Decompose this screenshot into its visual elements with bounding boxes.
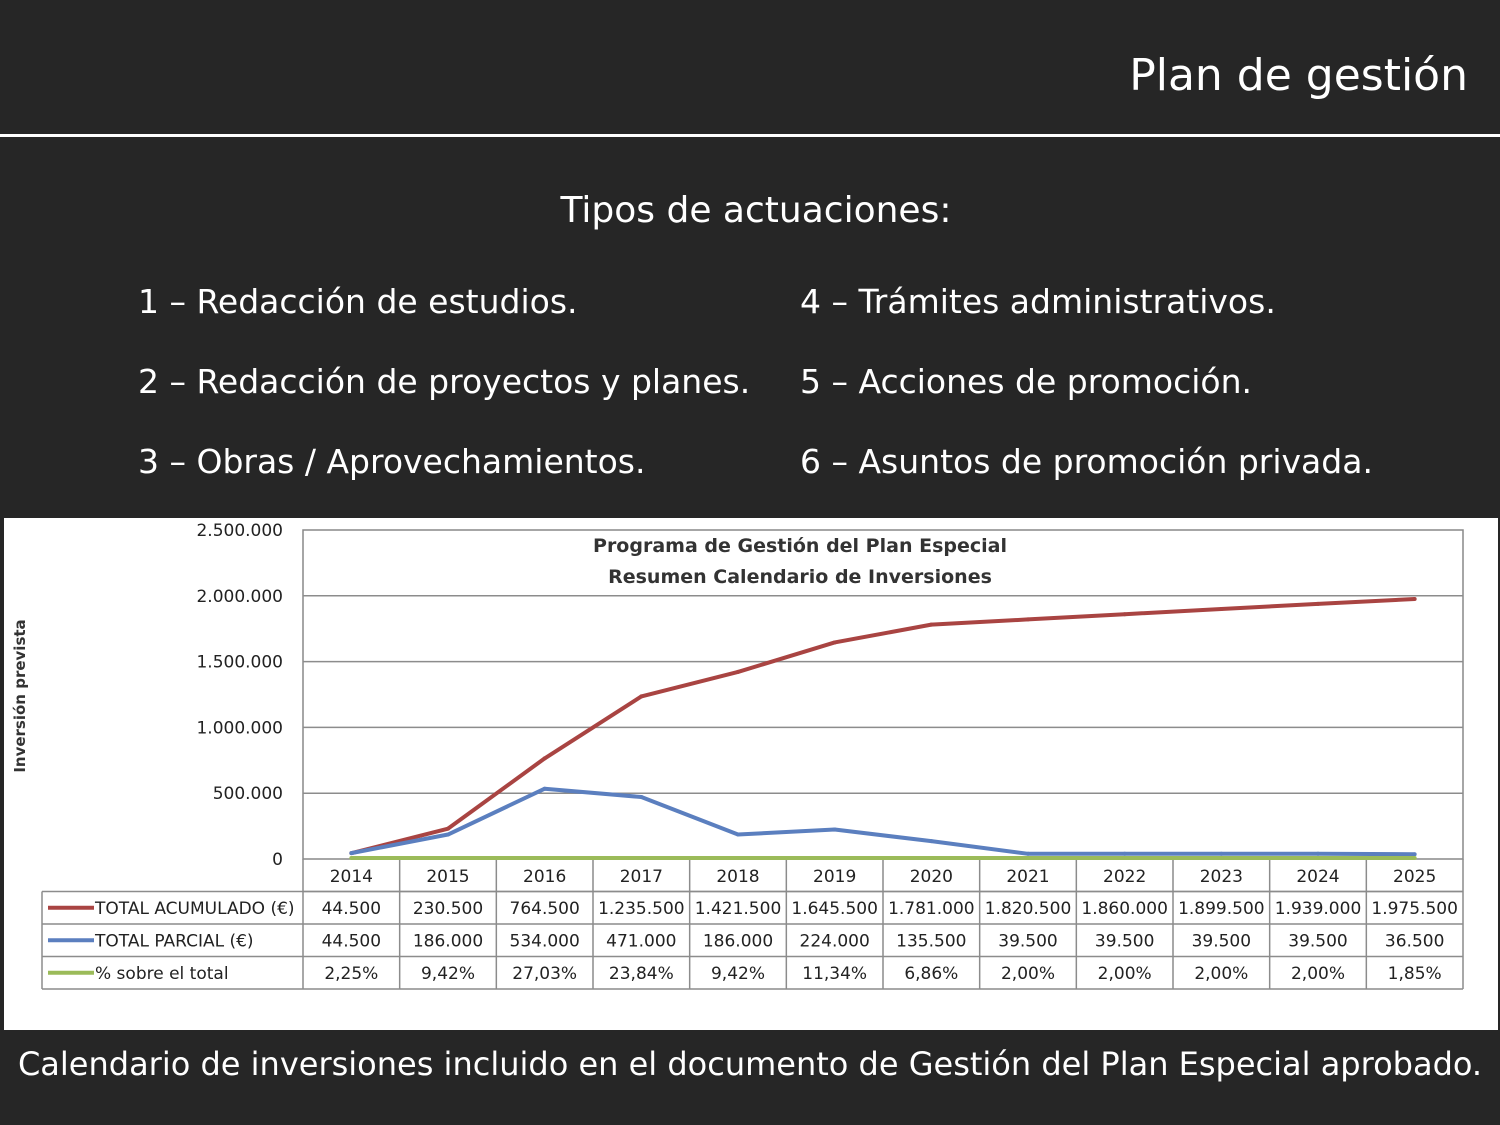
title-divider: [0, 134, 1500, 137]
series-point: [833, 640, 837, 644]
series-point: [1316, 856, 1320, 860]
data-label: 534.000: [509, 931, 580, 952]
chart-title: Programa de Gestión del Plan Especial: [593, 535, 1007, 557]
section-subtitle: Tipos de actuaciones:: [560, 190, 952, 231]
series-line: [351, 599, 1414, 853]
data-label: 11,34%: [802, 963, 868, 984]
data-label: 6,86%: [904, 963, 959, 984]
x-tick-label: 2024: [1296, 867, 1340, 887]
data-label: 39.500: [998, 931, 1058, 952]
data-label: 1.421.500: [694, 898, 782, 919]
y-tick-label: 1.500.000: [196, 652, 283, 673]
series-point: [736, 833, 740, 837]
series-point: [1219, 852, 1223, 856]
slide-title: Plan de gestión: [1129, 50, 1468, 101]
x-tick-label: 2025: [1393, 867, 1437, 887]
data-label: 186.000: [412, 931, 484, 952]
data-label: 1.860.000: [1081, 898, 1168, 919]
data-label: 2,25%: [324, 963, 379, 984]
list-item: 2 – Redacción de proyectos y planes.: [138, 362, 751, 401]
legend-label: TOTAL PARCIAL (€): [95, 931, 254, 952]
series-point: [1219, 856, 1223, 860]
data-label: 44.500: [321, 898, 382, 919]
list-item: 3 – Obras / Aprovechamientos.: [138, 442, 646, 481]
series-point: [1316, 602, 1320, 606]
data-label: 1.781.000: [888, 898, 975, 919]
y-tick-label: 500.000: [212, 784, 283, 805]
series-point: [736, 856, 740, 860]
x-tick-label: 2022: [1103, 867, 1147, 887]
data-label: 135.500: [896, 931, 967, 952]
y-tick-label: 2.000.000: [196, 586, 283, 607]
data-label: 39.500: [1288, 931, 1348, 952]
data-label: 39.500: [1094, 931, 1155, 952]
legend-label: % sobre el total: [95, 963, 229, 984]
series-point: [1123, 612, 1127, 616]
data-label: 44.500: [321, 931, 382, 952]
data-label: 1,85%: [1387, 963, 1442, 984]
series-point: [446, 833, 450, 837]
list-item: 5 – Acciones de promoción.: [800, 362, 1252, 401]
series-point: [349, 856, 353, 860]
data-label: 1.939.000: [1274, 898, 1362, 919]
series-point: [446, 856, 450, 860]
series-point: [929, 839, 933, 843]
y-tick-label: 1.000.000: [196, 718, 283, 739]
x-tick-label: 2021: [1006, 867, 1050, 887]
data-label: 9,42%: [710, 963, 766, 984]
series-point: [349, 851, 353, 855]
data-label: 2,00%: [1000, 963, 1056, 984]
list-item: 6 – Asuntos de promoción privada.: [800, 442, 1373, 481]
x-tick-label: 2020: [909, 867, 953, 887]
data-label: 36.500: [1384, 931, 1445, 952]
investment-chart: [4, 518, 1498, 1030]
data-label: 2,00%: [1290, 963, 1346, 984]
series-point: [929, 856, 933, 860]
series-point: [929, 623, 933, 627]
series-point: [1413, 856, 1417, 860]
series-point: [1026, 617, 1030, 621]
series-point: [543, 756, 547, 760]
data-label: 2,00%: [1097, 963, 1152, 984]
data-label: 2,00%: [1194, 963, 1249, 984]
y-axis-label: Inversión prevista: [11, 619, 29, 773]
series-point: [639, 795, 643, 799]
data-label: 1.820.500: [984, 898, 1072, 919]
data-label: 39.500: [1191, 931, 1252, 952]
x-tick-label: 2016: [523, 867, 567, 887]
data-label: 1.975.500: [1371, 898, 1458, 919]
data-label: 23,84%: [608, 963, 674, 984]
x-tick-label: 2023: [1199, 867, 1243, 887]
y-tick-label: 0: [272, 850, 283, 870]
data-label: 186.000: [702, 931, 774, 952]
data-label: 764.500: [509, 898, 580, 919]
slide-caption: Calendario de inversiones incluido en el documento de Gestión del Plan Especial aprobado.: [17, 1045, 1483, 1083]
data-label: 1.235.500: [598, 898, 685, 919]
series-point: [639, 694, 643, 698]
series-line: [351, 789, 1414, 854]
y-tick-label: 2.500.000: [196, 521, 283, 541]
series-point: [1413, 597, 1417, 601]
data-label: 1.899.500: [1178, 898, 1265, 919]
x-tick-label: 2018: [716, 867, 760, 887]
series-point: [833, 828, 837, 832]
data-label: 224.000: [799, 931, 870, 952]
series-point: [639, 856, 643, 860]
data-label: 27,03%: [512, 963, 578, 984]
series-point: [1413, 852, 1417, 856]
series-point: [1123, 852, 1127, 856]
series-point: [833, 856, 837, 860]
chart-panel: [4, 518, 1498, 1030]
series-point: [1026, 852, 1030, 856]
data-label: 9,42%: [420, 963, 476, 984]
data-label: 471.000: [606, 931, 677, 952]
x-tick-label: 2017: [619, 867, 663, 887]
x-tick-label: 2014: [329, 867, 373, 887]
series-point: [1316, 852, 1320, 856]
series-point: [1219, 607, 1223, 611]
series-point: [736, 670, 740, 674]
list-item: 1 – Redacción de estudios.: [138, 282, 578, 321]
list-item: 4 – Trámites administrativos.: [800, 282, 1276, 321]
x-tick-label: 2015: [426, 867, 470, 887]
series-point: [1123, 856, 1127, 860]
legend-label: TOTAL ACUMULADO (€): [95, 898, 295, 919]
series-point: [543, 856, 547, 860]
chart-subtitle: Resumen Calendario de Inversiones: [608, 566, 992, 588]
x-tick-label: 2019: [813, 867, 857, 887]
series-point: [543, 787, 547, 791]
series-point: [1026, 856, 1030, 860]
data-label: 230.500: [412, 898, 484, 919]
series-point: [446, 827, 450, 831]
data-label: 1.645.500: [791, 898, 878, 919]
